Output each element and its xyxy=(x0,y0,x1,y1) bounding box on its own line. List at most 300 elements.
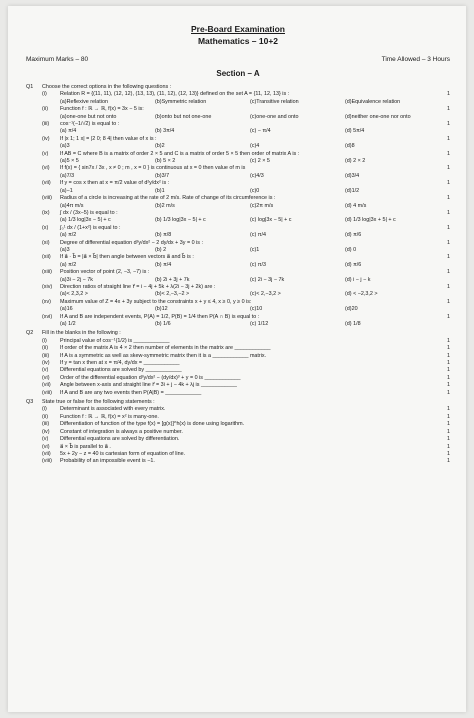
sub-question-text: Function f : ℝ → ℝ, f(x) = 3x − 5 is: xyxy=(60,106,144,113)
question-heading xyxy=(26,84,450,91)
sub-question-text: Differential equations are solved by differentiation. xyxy=(60,436,180,443)
sub-question-marks: 1 xyxy=(447,283,450,290)
sub-question-number: (viii) xyxy=(42,195,52,202)
question-heading xyxy=(26,399,450,406)
sub-question-text: cos⁻¹(−1/√2) is equal to : xyxy=(60,121,120,128)
answer-option: (b)1 xyxy=(155,187,165,194)
sub-question-number: (xiv) xyxy=(42,283,53,290)
sub-question-marks: 1 xyxy=(447,195,450,202)
sub-question-number: (iv) xyxy=(42,360,50,367)
sub-question-number: (i) xyxy=(42,337,47,344)
max-marks: Maximum Marks – 80 xyxy=(26,56,89,63)
answer-option: (a) π/2 xyxy=(60,232,77,239)
sub-question xyxy=(26,429,450,436)
question-instruction: State true or false for the following statements : xyxy=(42,399,155,406)
spacer xyxy=(26,406,42,413)
answer-option: (c)Transitive relation xyxy=(250,98,299,105)
spacer xyxy=(440,262,450,269)
sub-question xyxy=(26,436,450,443)
options-grid xyxy=(60,99,440,106)
spacer xyxy=(26,421,42,428)
spacer xyxy=(26,429,42,436)
answer-option: (b) π/4 xyxy=(155,261,172,268)
answer-option: (a) 1/3 log|3x − 5| + c xyxy=(60,217,111,224)
sub-question-text: Differential equations are solved by ____________ xyxy=(60,367,182,374)
spacer xyxy=(26,210,42,217)
marks-cell xyxy=(440,330,450,337)
spacer xyxy=(26,217,42,224)
answer-option: (d) < −2,3,2 > xyxy=(345,291,378,298)
options-row xyxy=(26,321,450,328)
sub-question-marks: 1 xyxy=(447,428,450,435)
sub-question-text: If AB = C where B is a matrix of order 2 × 5 and C is a matrix of order 5 × 5 then order of matrix A is : xyxy=(60,150,300,157)
sub-question-number: (iii) xyxy=(42,121,50,128)
sub-question-marks: 1 xyxy=(447,106,450,113)
sub-question xyxy=(26,382,450,389)
answer-option: (c) 1/12 xyxy=(250,321,269,327)
spacer xyxy=(26,284,42,291)
answer-option: (d) 4 m/s xyxy=(345,202,367,209)
sub-question xyxy=(26,121,450,128)
sub-question-text: Position vector of point (2, −3, −7) is : xyxy=(60,269,150,276)
answer-option: (c) log|3x − 5| + c xyxy=(250,217,292,224)
answer-option: (d)20 xyxy=(345,306,358,313)
answer-option: (a)3i − 2j − 7k xyxy=(60,276,93,283)
answer-option: (d) 2 × 2 xyxy=(345,158,366,165)
spacer xyxy=(26,151,42,158)
options-row xyxy=(26,128,450,135)
sub-question xyxy=(26,165,450,172)
spacer xyxy=(42,306,60,313)
spacer xyxy=(42,247,60,254)
spacer xyxy=(26,158,42,165)
sub-question-text: If A is a symmetric as well as skew-symmetric matrix then it is a ____________ matrix. xyxy=(60,352,267,359)
answer-option: (a) π/2 xyxy=(60,261,77,268)
options-grid xyxy=(60,188,440,195)
sub-question xyxy=(26,225,450,232)
answer-option: (a) 1/2 xyxy=(60,321,76,327)
sub-question xyxy=(26,151,450,158)
spacer xyxy=(42,232,60,239)
answer-option: (c)4/3 xyxy=(250,172,264,179)
sub-question-text: a⃗ × b⃗ is parallel to a⃗ . xyxy=(60,443,111,450)
sub-question xyxy=(26,136,450,143)
spacer xyxy=(42,128,60,135)
marks-time-row xyxy=(26,56,450,63)
options-row xyxy=(26,277,450,284)
sub-question-text: Relation R = {(11, 11), (12, 12), (13, 13), (11, 12), (12, 13)} defined on the set A = {11, 12, 13} is : xyxy=(60,91,290,98)
question-2-block xyxy=(26,330,450,399)
answer-option: (b)2 m/s xyxy=(155,202,175,209)
answer-option: (b)2 xyxy=(155,143,165,150)
spacer xyxy=(26,345,42,352)
spacer xyxy=(440,203,450,210)
sub-question xyxy=(26,458,450,465)
sub-question-number: (x) xyxy=(42,224,49,231)
spacer xyxy=(26,299,42,306)
spacer xyxy=(26,203,42,210)
spacer xyxy=(42,277,60,284)
spacer xyxy=(42,203,60,210)
spacer xyxy=(42,99,60,106)
sub-question-text: If A and B are any two events then P(A|B) = ____________ xyxy=(60,389,202,396)
answer-option: (b) 5 × 2 xyxy=(155,158,176,165)
options-grid xyxy=(60,173,440,180)
marks-cell xyxy=(440,399,450,406)
options-grid xyxy=(60,217,440,224)
sub-question-number: (iii) xyxy=(42,421,50,428)
spacer xyxy=(26,306,42,313)
spacer xyxy=(26,254,42,261)
exam-title: Pre-Board Examination xyxy=(191,24,285,34)
sub-question-text: If order of the matrix A is 4 × 2 then number of elements in the matrix are ____________ xyxy=(60,345,271,352)
sub-question-marks: 1 xyxy=(447,450,450,457)
answer-option: (b)3/7 xyxy=(155,172,170,179)
answer-option: (c) − π/4 xyxy=(250,128,271,135)
sub-question xyxy=(26,345,450,352)
spacer xyxy=(26,99,42,106)
sub-question xyxy=(26,180,450,187)
answer-option: (c)one-one and onto xyxy=(250,113,299,120)
spacer xyxy=(26,444,42,451)
spacer xyxy=(26,128,42,135)
spacer xyxy=(26,180,42,187)
sub-question-number: (iv) xyxy=(42,135,50,142)
sub-question-number: (vii) xyxy=(42,382,51,389)
sub-question-text: Degree of differential equation d²y/dx² − 2 dy/dx + 3y = 0 is : xyxy=(60,239,203,246)
answer-option: (b)12 xyxy=(155,306,168,313)
sub-question-number: (v) xyxy=(42,367,49,374)
options-row xyxy=(26,99,450,106)
answer-option: (a)5 × 5 xyxy=(60,158,79,165)
spacer xyxy=(440,128,450,135)
answer-option: (b)Symmetric relation xyxy=(155,98,207,105)
sub-question-text: If y = tan x then at x = π/4, dy/dx = ____________ xyxy=(60,360,180,367)
sub-question-marks: 1 xyxy=(447,360,450,367)
answer-option: (c) 2i − 3j − 7k xyxy=(250,276,285,283)
sub-question-number: (viii) xyxy=(42,389,52,396)
sub-question-marks: 1 xyxy=(447,224,450,231)
spacer xyxy=(26,262,42,269)
answer-option: (b) 2i + 3j + 7k xyxy=(155,276,190,283)
answer-option: (d) 5π/4 xyxy=(345,128,365,135)
sub-question-text: ∫₀¹ dx / (1+x²) is equal to : xyxy=(60,224,121,231)
question-1-block xyxy=(26,84,450,330)
spacer xyxy=(440,306,450,313)
spacer xyxy=(42,158,60,165)
time-allowed: Time Allowed – 3 Hours xyxy=(381,56,450,63)
marks-cell xyxy=(440,84,450,91)
answer-option: (a) π/4 xyxy=(60,128,77,135)
sub-question-marks: 1 xyxy=(447,436,450,443)
sub-question-marks: 1 xyxy=(447,389,450,396)
answer-option: (d)neither one-one nor onto xyxy=(345,113,411,120)
spacer xyxy=(26,414,42,421)
sub-question-marks: 1 xyxy=(447,239,450,246)
answer-option: (c)< 2,−3,2 > xyxy=(250,291,281,298)
answer-option: (c) π/4 xyxy=(250,232,266,239)
answer-option: (a)one-one but not onto xyxy=(60,113,117,120)
options-row xyxy=(26,203,450,210)
sub-question-number: (xiii) xyxy=(42,269,52,276)
question-number: Q2 xyxy=(26,330,34,337)
spacer xyxy=(42,217,60,224)
spacer xyxy=(26,143,42,150)
spacer xyxy=(26,436,42,443)
spacer xyxy=(26,188,42,195)
spacer xyxy=(26,382,42,389)
sub-question-text: Function f : ℝ → ℝ, f(x) = x² is many-one. xyxy=(60,413,159,420)
sub-question-number: (iv) xyxy=(42,428,50,435)
spacer xyxy=(440,99,450,106)
options-row xyxy=(26,217,450,224)
options-row xyxy=(26,262,450,269)
sub-question xyxy=(26,444,450,451)
options-grid xyxy=(60,158,440,165)
spacer xyxy=(26,173,42,180)
sub-question xyxy=(26,299,450,306)
spacer xyxy=(42,173,60,180)
spacer xyxy=(26,106,42,113)
answer-option: (d) 1/8 xyxy=(345,321,361,327)
sub-question xyxy=(26,451,450,458)
spacer xyxy=(26,114,42,121)
sub-question-text: If |x 1; 1 x| = |2 0; 8 4| then value of x is : xyxy=(60,135,157,142)
spacer xyxy=(42,262,60,269)
question-heading xyxy=(26,330,450,337)
sub-question-number: (v) xyxy=(42,436,49,443)
answer-option: (c) 2 × 5 xyxy=(250,158,270,165)
spacer xyxy=(440,247,450,254)
sub-question-marks: 1 xyxy=(447,254,450,261)
sub-question-text: Principal value of cos⁻¹(1/2) is ____________ xyxy=(60,337,170,344)
sub-question-text: ∫ dx / (3x−5) is equal to : xyxy=(60,209,118,216)
question-instruction: Choose the correct options in the following questions : xyxy=(42,84,172,90)
sub-question-number: (vii) xyxy=(42,450,51,457)
sub-question-text: If y = cos x then at x = π/2 value of d²y/dx² is : xyxy=(60,180,170,187)
sub-question-marks: 1 xyxy=(447,135,450,142)
exam-paper xyxy=(8,6,466,712)
sub-question xyxy=(26,269,450,276)
sub-question-marks: 1 xyxy=(447,180,450,187)
answer-option: (b) 3π/4 xyxy=(155,128,175,135)
sub-question-marks: 1 xyxy=(447,352,450,359)
options-grid xyxy=(60,232,440,239)
spacer xyxy=(26,360,42,367)
spacer xyxy=(26,277,42,284)
sub-question-marks: 1 xyxy=(447,413,450,420)
spacer xyxy=(26,247,42,254)
sub-question-number: (xi) xyxy=(42,239,50,246)
sub-question-marks: 1 xyxy=(447,269,450,276)
sub-question xyxy=(26,338,450,345)
sub-question-text: Radius of a circle is increasing at the rate of 2 m/s. Rate of change of its circumference is : xyxy=(60,195,276,202)
sub-question-text: Direction ratios of straight line r⃗ = i − 4j + 5k + λ(2i − 3j + 2k) are : xyxy=(60,283,216,290)
spacer xyxy=(42,188,60,195)
options-grid xyxy=(60,306,440,313)
sub-question xyxy=(26,195,450,202)
question-instruction: Fill in the blanks in the following : xyxy=(42,330,121,337)
sub-question-marks: 1 xyxy=(447,406,450,413)
sub-question xyxy=(26,284,450,291)
options-grid xyxy=(60,128,440,135)
sub-question xyxy=(26,91,450,98)
sub-question-text: Order of the differential equation d²y/dx² − (dy/dx)³ + y = 0 is ____________ xyxy=(60,374,241,381)
answer-option: (a)4π m/s xyxy=(60,202,84,209)
options-grid xyxy=(60,262,440,269)
answer-option: (c)4 xyxy=(250,143,260,150)
spacer xyxy=(440,173,450,180)
answer-option: (b) 1/3 log|3x − 5| + c xyxy=(155,217,206,224)
sub-question-marks: 1 xyxy=(447,209,450,216)
sub-question-marks: 1 xyxy=(447,443,450,450)
sub-question-text: 5x + 2y − z = 40 is cartesian form of equation of line. xyxy=(60,450,186,457)
answer-option: (a)3 xyxy=(60,143,70,150)
sub-question xyxy=(26,375,450,382)
spacer xyxy=(26,225,42,232)
sub-question-marks: 1 xyxy=(447,150,450,157)
question-number: Q3 xyxy=(26,399,34,406)
options-row xyxy=(26,291,450,298)
spacer xyxy=(440,114,450,121)
sub-question-marks: 1 xyxy=(447,313,450,320)
options-grid xyxy=(60,291,440,298)
sub-question-marks: 1 xyxy=(447,382,450,389)
spacer xyxy=(440,277,450,284)
answer-option: (b)< 2,−3,−2 > xyxy=(155,291,190,298)
sub-question-text: If f(x) = { sin7x / 3x , x ≠ 0 ; m , x = 0 } is continuous at x = 0 then value of m is xyxy=(60,165,246,172)
spacer xyxy=(26,121,42,128)
options-grid xyxy=(60,321,440,328)
sub-question-number: (ii) xyxy=(42,345,48,352)
answer-option: (d) π/6 xyxy=(345,232,362,239)
options-grid xyxy=(60,203,440,210)
sub-question xyxy=(26,353,450,360)
sub-question xyxy=(26,254,450,261)
answer-option: (d)Equivalence relation xyxy=(345,98,401,105)
spacer xyxy=(42,321,60,328)
answer-option: (a)16 xyxy=(60,306,73,313)
sub-question-number: (iii) xyxy=(42,352,50,359)
exam-subject: Mathematics – 10+2 xyxy=(197,36,279,46)
spacer xyxy=(26,458,42,465)
sub-question-number: (vi) xyxy=(42,165,50,172)
sub-question xyxy=(26,360,450,367)
answer-option: (b)onto but not one-one xyxy=(155,113,212,120)
sub-question xyxy=(26,240,450,247)
sub-question-marks: 1 xyxy=(447,337,450,344)
answer-option: (d)3/4 xyxy=(345,172,360,179)
sub-question-marks: 1 xyxy=(447,91,450,98)
options-row xyxy=(26,306,450,313)
sub-question-marks: 1 xyxy=(447,367,450,374)
answer-option: (b) π/8 xyxy=(155,232,172,239)
spacer xyxy=(42,143,60,150)
sub-question-text: Differentiation of function of the type f(x) = [g(x)]^h(x) is done using logarithm. xyxy=(60,421,245,428)
sub-question-text: Probability of an impossible event is −1. xyxy=(60,458,155,465)
answer-option: (a)3 xyxy=(60,246,70,253)
spacer xyxy=(440,291,450,298)
options-row xyxy=(26,158,450,165)
sub-question xyxy=(26,414,450,421)
answer-option: (d) 1/3 log|3x + 5| + c xyxy=(345,217,396,224)
spacer xyxy=(26,269,42,276)
question-3-block xyxy=(26,399,450,468)
spacer xyxy=(42,114,60,121)
options-row xyxy=(26,173,450,180)
answer-option: (b) 1/6 xyxy=(155,321,171,327)
sub-question-marks: 1 xyxy=(447,421,450,428)
answer-option: (c)1 xyxy=(250,246,260,253)
sub-question-number: (xvi) xyxy=(42,313,53,320)
answer-option: (b) 2 xyxy=(155,246,167,253)
options-row xyxy=(26,114,450,121)
spacer xyxy=(440,232,450,239)
answer-option: (a)−1 xyxy=(60,187,73,194)
spacer xyxy=(26,195,42,202)
sub-question-marks: 1 xyxy=(447,345,450,352)
spacer xyxy=(26,451,42,458)
spacer xyxy=(440,158,450,165)
sub-question xyxy=(26,367,450,374)
spacer xyxy=(440,143,450,150)
answer-option: (c)10 xyxy=(250,306,263,313)
spacer xyxy=(26,291,42,298)
options-row xyxy=(26,188,450,195)
options-row xyxy=(26,232,450,239)
options-row xyxy=(26,143,450,150)
answer-option: (d)1/2 xyxy=(345,187,360,194)
answer-option: (d)8 xyxy=(345,143,355,150)
options-grid xyxy=(60,143,440,150)
sub-question-number: (viii) xyxy=(42,458,52,465)
sub-question xyxy=(26,210,450,217)
options-grid xyxy=(60,114,440,121)
answer-option: (c)0 xyxy=(250,187,260,194)
sub-question-number: (ix) xyxy=(42,209,50,216)
answer-option: (d) 0 xyxy=(345,246,357,253)
sub-question-number: (vii) xyxy=(42,180,51,187)
sub-question-text: Angle between x-axis and straight line r⃗ = 3i + j − 4k + λj is ____________ xyxy=(60,382,237,389)
sub-question-number: (vi) xyxy=(42,443,50,450)
sub-question-text: Maximum value of Z = 4x + 3y subject to the constraints x + y ≤ 4, x ≥ 0, y ≥ 0 is: xyxy=(60,298,252,305)
spacer xyxy=(26,353,42,360)
spacer xyxy=(42,291,60,298)
sub-question xyxy=(26,421,450,428)
sub-question-marks: 1 xyxy=(447,298,450,305)
sub-question-text: If A and B are independent events, P(A) = 1/2, P(B) = 1/4 then P(A ∩ B) is equal to : xyxy=(60,313,260,320)
sub-question-text: Determinant is associated with every matrix. xyxy=(60,406,166,413)
spacer xyxy=(26,314,42,321)
spacer xyxy=(26,466,450,468)
answer-option: (a)Reflexive relation xyxy=(60,98,108,105)
options-grid xyxy=(60,277,440,284)
sub-question-number: (v) xyxy=(42,150,49,157)
sub-question-text: If a⃗ · b⃗ = |a⃗ × b⃗| then angle between vectors a⃗ and b⃗ is : xyxy=(60,254,194,261)
answer-option: (c)2π m/s xyxy=(250,202,274,209)
sub-question-number: (ii) xyxy=(42,413,48,420)
sub-question xyxy=(26,406,450,413)
spacer xyxy=(26,390,42,397)
answer-option: (d) π/6 xyxy=(345,261,362,268)
spacer xyxy=(26,240,42,247)
spacer xyxy=(26,338,42,345)
spacer xyxy=(26,91,42,98)
spacer xyxy=(26,232,42,239)
sub-question xyxy=(26,390,450,397)
spacer xyxy=(26,321,42,328)
spacer xyxy=(26,165,42,172)
